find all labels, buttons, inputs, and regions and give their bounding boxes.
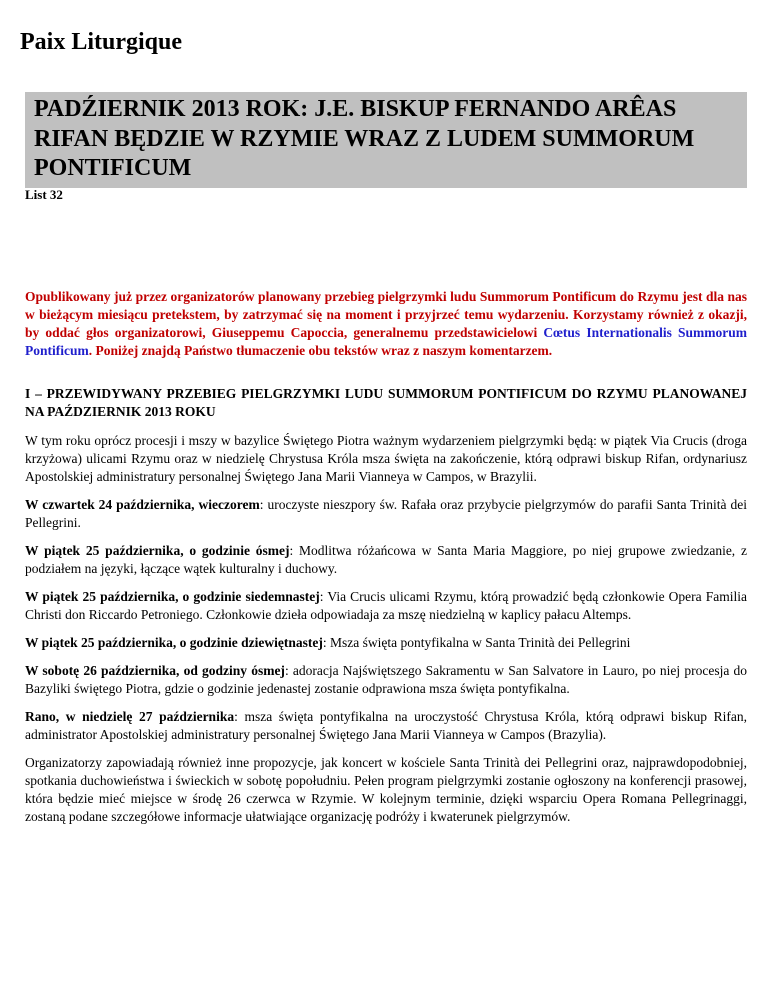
schedule-when: W piątek 25 października, o godzinie siedemnastej (25, 589, 320, 604)
headline-box (25, 92, 747, 188)
article-body (25, 288, 747, 836)
list-number: List 32 (25, 187, 63, 202)
section-intro: W tym roku oprócz procesji i mszy w bazylice Świętego Piotra ważnym wydarzeniem pielgrzymki będą: w piątek Via Crucis (droga krzyżowa) ulicami Rzymu oraz w niedzielę Chrystusa Króla msza święta na zakończenie, którą odprawi biskup Rifan, ordynariusz Apostolskiej administratury personalnej Świętego Jana Marii Vianneya w Campos, w Brazylii. (25, 433, 747, 484)
schedule-item (25, 496, 747, 532)
article-headline: PADŹIERNIK 2013 ROK: J.E. BISKUP FERNANDO ARÊAS RIFAN BĘDZIE W RZYMIE WRAZ Z LUDEM SUMMORUM PONTIFICUM (34, 96, 695, 181)
lead-text-part1: Opublikowany już przez organizatorów planowany przebieg pielgrzymki ludu Summorum Pontificum do Rzymu jest dla nas w bieżącym miesiącu pretekstem, by zatrzymać się na moment i przyjrzeć temu wydarzeniu. Korzystamy również z okazji, by oddać głos organizatorowi, Giuseppemu Capoccia, generalnemu przedstawicielowi (25, 289, 747, 340)
schedule-when: Rano, w niedzielę 27 października (25, 709, 235, 724)
coetus-link[interactable]: Cœtus Internationalis Summorum Pontificum (25, 325, 747, 358)
schedule-what: : uroczyste nieszpory św. Rafała oraz przybycie pielgrzymów do parafii Santa Trinità dei Pellegrini. (25, 497, 747, 530)
closing-paragraph: Organizatorzy zapowiadają również inne propozycje, jak koncert w kościele Santa Trinità dei Pellegrini oraz, najprawdopodobniej, spotkania duchowieństwa i świeckich w sobotę popołudniu. Pełen program pielgrzymki zostanie ogłoszony na konferencji prasowej, która będzie mieć miejsce w środę 26 czerwca w Rzymie. W kolejnym terminie, dzięki wsparciu Opera Romana Pellegrinaggi, zostaną podane szczegółowe informacje ułatwiające organizację podróży i kwaterunek pielgrzymów. (25, 755, 747, 824)
schedule-what: : Via Crucis ulicami Rzymu, którą prowadzić będą członkowie Opera Familia Christi don Riccardo Petroniego. Członkowie dzieła odpowiadaja za mszę niedzielną w kaplicy pałacu Altemps. (25, 589, 747, 622)
schedule-item (25, 634, 747, 652)
schedule-what: : Msza święta pontyfikalna w Santa Trinità dei Pellegrini (322, 635, 631, 650)
schedule-when: W piątek 25 października, o godzinie ósmej (25, 543, 290, 558)
schedule-item (25, 542, 747, 578)
schedule-when: W sobotę 26 października, od godziny ósmej (25, 663, 285, 678)
site-title: Paix Liturgique (20, 29, 183, 55)
section-heading: I – PRZEWIDYWANY PRZEBIEG PIELGRZYMKI LUDU SUMMORUM PONTIFICUM DO RZYMU PLANOWANEJ NA PAŹDZIERNIK 2013 ROKU (25, 386, 747, 419)
schedule-when: W piątek 25 października, o godzinie dziewiętnastej (25, 635, 323, 650)
schedule-item (25, 662, 747, 698)
lead-text-part2: . Poniżej znajdą Państwo tłumaczenie obu tekstów wraz z naszym komentarzem. (88, 343, 553, 358)
schedule-item (25, 588, 747, 624)
schedule-what: : msza święta pontyfikalna na uroczystość Chrystusa Króla, którą odprawi biskup Rifan, administrator Apostolskiej administratury personalnej Świętego Jana Marii Vianneya w Campos (Brazylia). (25, 709, 747, 742)
schedule-what: : Modlitwa różańcowa w Santa Maria Maggiore, po niej grupowe zwiedzanie, z podziałem na języki, łączące wątek kulturalny i duchowy. (25, 543, 747, 576)
schedule-when: W czwartek 24 października, wieczorem (25, 497, 260, 512)
lead-paragraph (25, 288, 747, 360)
schedule-what: : adoracja Najświętszego Sakramentu w San Salvatore in Lauro, po niej procesja do Bazyliki świętego Piotra, gdzie o godzinie jedenastej zostanie odprawiona msza święta pontyfikalna. (25, 663, 748, 696)
schedule-item (25, 708, 747, 744)
